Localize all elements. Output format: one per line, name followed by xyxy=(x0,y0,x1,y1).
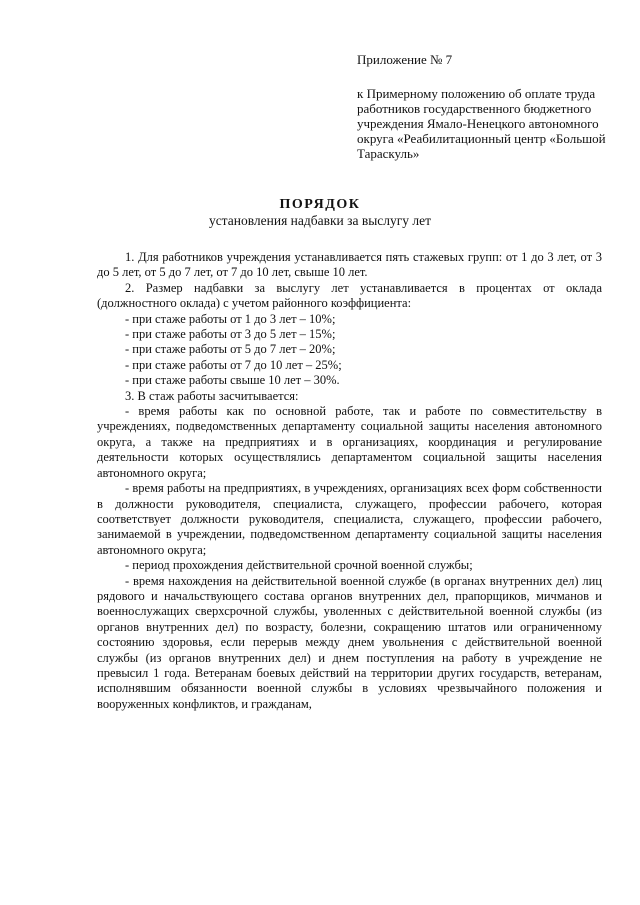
appendix-number: Приложение № 7 xyxy=(357,52,453,67)
list-item: - время работы на предприятиях, в учреждениях, организациях всех форм собственности в должности руководителя, специалиста, служащего, профессии рабочего, которая соответствует должности руководителя, специалиста, служащего, профессии рабочего, занимаемой в учреждении, подведомственном департаменту социальной защиты населения автономного округа; xyxy=(97,481,602,557)
list-item: - при стаже работы от 7 до 10 лет – 25%; xyxy=(125,357,342,372)
paragraph: 1. Для работников учреждения устанавливается пять стажевых групп: от 1 до 3 лет, от 3 до 5 лет, от 5 до 7 лет, от 7 до 10 лет, свыше 10 лет. xyxy=(97,250,602,280)
appendix-block xyxy=(357,52,617,161)
paragraph: 3. В стаж работы засчитывается: xyxy=(125,388,299,403)
list-item: - при стаже работы от 3 до 5 лет – 15%; xyxy=(125,327,336,342)
list-item: - при стаже работы свыше 10 лет – 30%. xyxy=(125,373,340,388)
document-body xyxy=(97,250,602,712)
list-item: - при стаже работы от 1 до 3 лет – 10%; xyxy=(125,311,336,326)
appendix-reference: к Примерному положению об оплате труда работников государственного бюджетного учреждения Ямало-Ненецкого автономного округа «Реабилитационный центр «Большой Тараскуль» xyxy=(357,86,606,161)
document-subtitle: установления надбавки за выслугу лет xyxy=(208,213,432,228)
document-heading xyxy=(0,197,640,229)
paragraph: 2. Размер надбавки за выслугу лет устанавливается в процентах от оклада (должностного оклада) с учетом районного коэффициента: xyxy=(97,280,602,311)
list-item: - время нахождения на действительной военной службе (в органах внутренних дел) лиц рядового и начальствующего состава органов внутренних дел, прапорщиков, мичманов и военнослужащих сверхсрочной службы, уволенных с действительной военной службы (из органов внутренних дел) по возрасту, болезни, сокращению штатов или ограниченному состоянию здоровья, если перерыв между днем увольнения с действительной военной службы (из органов внутренних дел) и днем поступления на работу в учреждение не превысил 1 года. Ветеранам боевых действий на территории других государств, ветеранам, исполнявшим обязанности военной службы в условиях чрезвычайного положения и вооруженных конфликтов, и гражданам, xyxy=(97,573,602,711)
list-item: - период прохождения действительной срочной военной службы; xyxy=(125,558,473,573)
list-item: - время работы как по основной работе, так и работе по совместительству в учреждениях, подведомственных департаменту социальной защиты населения автономного округа, а также на предприятиях и в организациях, координация и регулирование деятельности которых осуществлялись департаментом социальной защиты населения автономного округа; xyxy=(97,404,602,480)
document-title: ПОРЯДОК xyxy=(279,197,361,212)
list-item: - при стаже работы от 5 до 7 лет – 20%; xyxy=(125,342,336,357)
